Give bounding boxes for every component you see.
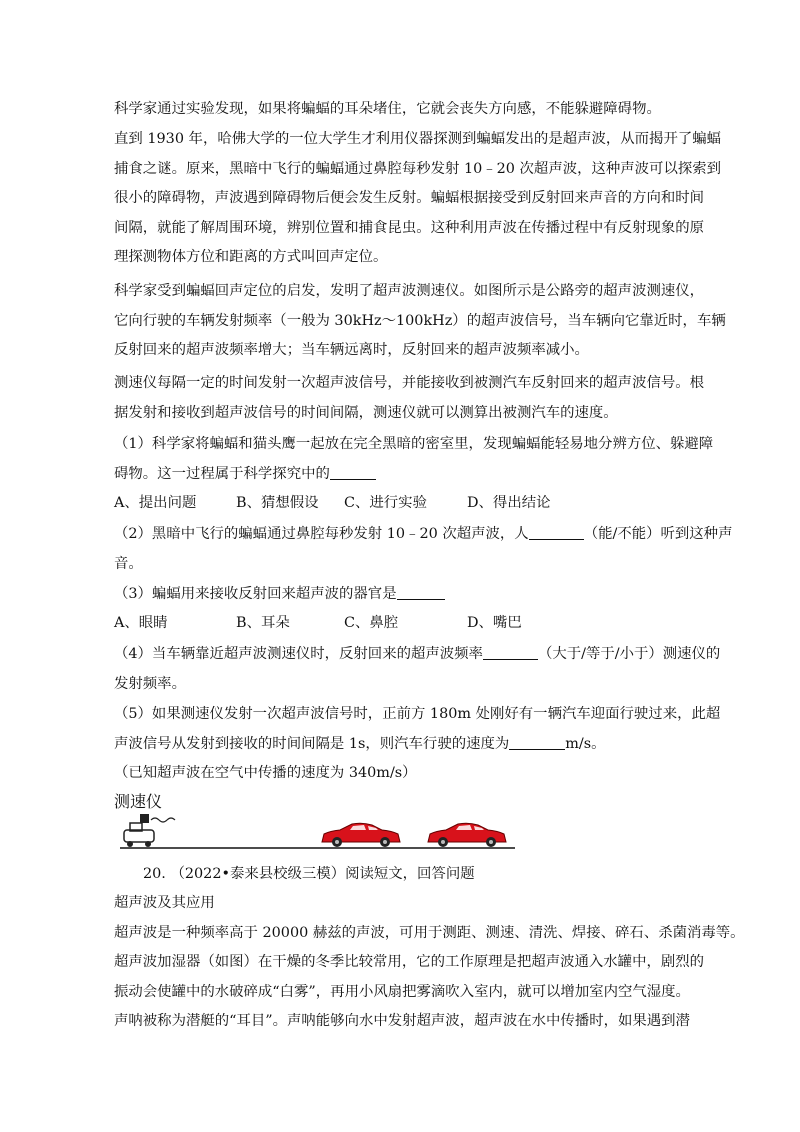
text-line: 反射回来的超声波频率增大；当车辆远离时，反射回来的超声波频率减小。	[114, 342, 589, 359]
paragraph-4	[114, 369, 714, 428]
question-stem-tail: （能/不能）听到这种声	[583, 526, 733, 542]
answer-blank[interactable]	[509, 732, 565, 750]
text-line: 超声波加湿器（如图）在干燥的冬季比较常用，它的工作原理是把超声波通入水罐中，剧烈的	[114, 954, 705, 971]
option-a[interactable]: A、眼睛	[114, 615, 168, 631]
option-a[interactable]: A、提出问题	[114, 495, 197, 511]
answer-blank[interactable]	[529, 522, 584, 540]
car-1	[322, 823, 400, 847]
question-20-heading: 20. （2022•泰来县校级三模）阅读短文，回答问题	[143, 866, 475, 882]
question-text: 发射频率。	[114, 675, 186, 692]
text-line: 理探测物体方位和距离的方式叫回声定位。	[114, 249, 388, 266]
answer-blank[interactable]	[330, 462, 376, 480]
option-b[interactable]: B、耳朵	[236, 615, 290, 631]
text-line: 测速仪每隔一定的时间发射一次超声波信号，并能接收到被测汽车反射回来的超声波信号。根	[114, 375, 705, 391]
answer-blank[interactable]	[483, 642, 538, 660]
question-text	[114, 580, 714, 610]
question-stem: （4）当车辆靠近超声波测速仪时，反射回来的超声波频率	[114, 646, 483, 662]
text-line: 声呐被称为潜艇的“耳目”。声呐能够向水中发射超声波，超声波在水中传播时，如果遇到潜	[114, 1013, 690, 1030]
question-5	[114, 700, 721, 789]
answer-blank[interactable]	[397, 582, 445, 600]
text-line: 它向行驶的车辆发射频率（一般为 30kHz～100kHz）的超声波信号，当车辆向它靠近时，车辆	[114, 312, 726, 329]
question-text	[114, 730, 714, 760]
option-c[interactable]: C、进行实验	[344, 495, 427, 511]
paragraph-1	[114, 95, 714, 125]
question-1	[114, 430, 714, 489]
text-line: 直到 1930 年，哈佛大学的一位大学生才利用仪器探测到蝙蝠发出的是超声波，从而揭开了蝙蝠	[114, 131, 722, 147]
option-d[interactable]: D、得出结论	[467, 495, 551, 511]
question-stem: （2）黑暗中飞行的蝙蝠通过鼻腔每秒发射 10﹣20 次超声波，人	[114, 526, 529, 542]
paragraph-3	[114, 277, 726, 366]
text-line: 间隔，就能了解周围环境，辨别位置和捕食昆虫。这种利用声波在传播过程中有反射现象的原	[114, 219, 705, 236]
question-3-options	[114, 609, 522, 639]
speed-detector-figure	[110, 790, 520, 850]
question-stem: （3）蝙蝠用来接收反射回来超声波的器官是	[114, 586, 397, 602]
question-text: 音。	[114, 555, 143, 572]
text-line: 很小的障碍物，声波遇到障碍物后便会发生反射。蝙蝠根据接受到反射回来声音的方向和时间	[114, 190, 705, 207]
question-4	[114, 640, 721, 699]
speed-detector-illustration	[110, 790, 520, 850]
question-text: （1）科学家将蝙蝠和猫头鹰一起放在完全黑暗的密室里，发现蝙蝠能轻易地分辨方位、躲避障	[114, 436, 714, 452]
question-text	[114, 520, 733, 550]
question-text	[114, 460, 714, 490]
text-line: 捕食之谜。原来，黑暗中飞行的蝙蝠通过鼻腔每秒发射 10﹣20 次超声波，这种声波可以探索到	[114, 160, 722, 177]
device-label: 测速仪	[114, 792, 163, 811]
question-2	[114, 520, 733, 579]
option-c[interactable]: C、鼻腔	[344, 615, 399, 631]
question-stem-tail: （大于/等于/小于）测速仪的	[537, 646, 721, 662]
car-2	[428, 823, 506, 847]
question-3	[114, 580, 714, 610]
question-stem: 声波信号从发射到接收的时间间隔是 1s，则汽车行驶的速度为	[114, 735, 510, 752]
option-d[interactable]: D、嘴巴	[467, 615, 522, 631]
passage-title: 超声波及其应用	[114, 895, 215, 911]
text-line: 据发射和接收到超声波信号的时间间隔，测速仪就可以测算出被测汽车的速度。	[114, 404, 618, 421]
text-line: 振动会使罐中的水破碎成“白雾”，再用小风扇把雾滴吹入室内，就可以增加室内空气湿度。	[114, 983, 690, 1000]
question-text	[114, 640, 721, 670]
speed-detector-device	[124, 814, 175, 847]
question-text: （5）如果测速仪发射一次超声波信号时，正前方 180m 处刚好有一辆汽车迎面行驶过来，此超	[114, 706, 721, 722]
question-20-passage	[114, 889, 745, 1037]
text-line: 科学家受到蝙蝠回声定位的启发，发明了超声波测速仪。如图所示是公路旁的超声波测速仪，	[114, 283, 705, 299]
text-line: 超声波是一种频率高于 20000 赫兹的声波，可用于测距、测速、清洗、焊接、碎石、杀菌消毒等。	[114, 924, 745, 941]
question-stem: 碍物。这一过程属于科学探究中的	[114, 465, 330, 482]
text-line: 科学家通过实验发现，如果将蝙蝠的耳朵堵住，它就会丧失方向感，不能躲避障碍物。	[114, 101, 661, 117]
question-note: （已知超声波在空气中传播的速度为 340m/s）	[114, 765, 417, 782]
question-1-options	[114, 489, 551, 519]
unit-label: m/s。	[565, 735, 606, 752]
option-b[interactable]: B、猜想假设	[236, 495, 319, 511]
paragraph-2	[114, 125, 722, 273]
